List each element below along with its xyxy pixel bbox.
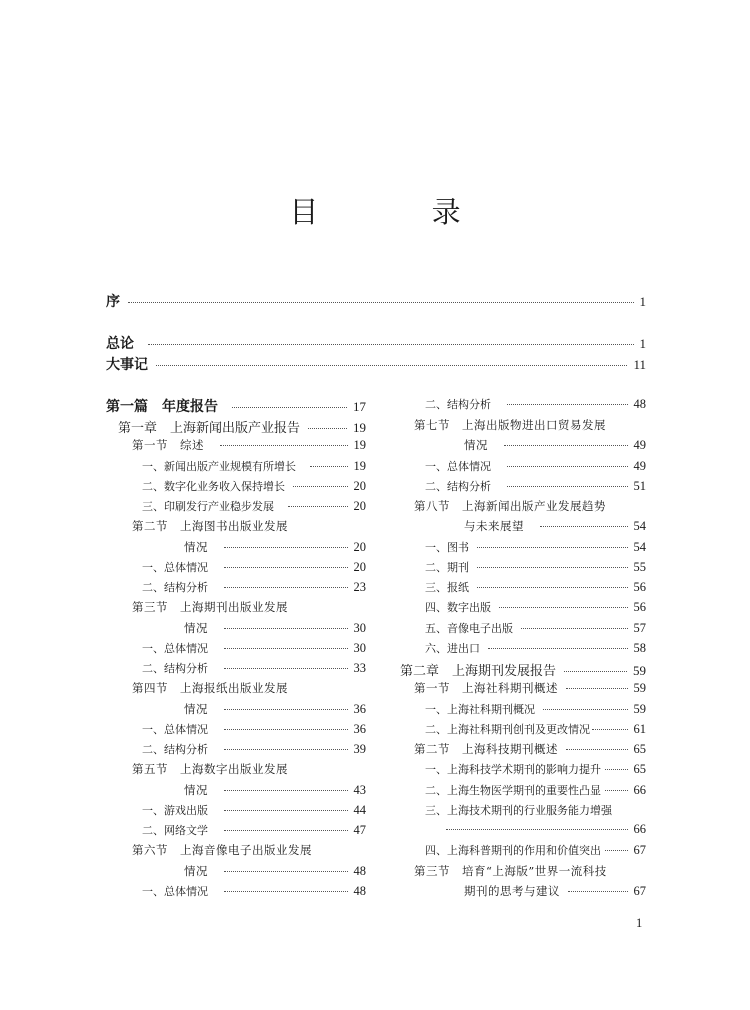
toc-page-number: 66 — [633, 783, 646, 797]
toc-page-number: 67 — [633, 843, 646, 857]
leader-dots — [605, 850, 628, 851]
toc-entry-label: 期刊的思考与建议 — [464, 884, 560, 898]
toc-entry-label: 一、上海科技学术期刊的影响力提升 — [425, 763, 601, 776]
toc-section[interactable] — [184, 782, 366, 798]
toc-entry-label: 一、图书 — [425, 541, 469, 554]
toc-entry-label: 第一节 上海社科期刊概述 — [414, 681, 558, 695]
toc-entry-label: 一、新闻出版产业规模有所增长 — [142, 460, 296, 473]
toc-page-number: 48 — [353, 884, 366, 898]
toc-entry-label: 一、总体情况 — [142, 723, 208, 736]
leader-dots — [566, 688, 628, 689]
toc-item[interactable] — [425, 620, 646, 636]
leader-dots — [224, 810, 348, 811]
leader-dots — [568, 891, 628, 892]
toc-section-title[interactable]: 第三节 上海期刊出版业发展 — [132, 600, 288, 614]
leader-dots — [477, 547, 628, 548]
leader-dots — [148, 344, 634, 345]
toc-page-number: 49 — [633, 438, 646, 452]
toc-chapter-2[interactable] — [400, 660, 646, 679]
toc-section[interactable] — [464, 883, 646, 899]
toc-entry-label: 四、数字出版 — [425, 601, 491, 614]
leader-dots — [224, 891, 348, 892]
toc-item[interactable] — [142, 478, 366, 494]
toc-entry-overview[interactable] — [106, 333, 646, 353]
toc-entry-label: 第二章 上海期刊发展报告 — [400, 664, 557, 679]
toc-page-number: 47 — [353, 823, 366, 837]
toc-item[interactable] — [425, 478, 646, 494]
leader-dots — [605, 769, 628, 770]
toc-page-number: 11 — [633, 357, 646, 372]
toc-entry-label: 五、音像电子出版 — [425, 622, 513, 635]
toc-page-number: 54 — [633, 519, 646, 533]
toc-section[interactable] — [184, 863, 366, 879]
toc-entry-label: 四、上海科普期刊的作用和价值突出 — [425, 844, 601, 857]
toc-entry-label: 一、上海社科期刊概况 — [425, 703, 535, 716]
leader-dots — [543, 709, 628, 710]
leader-dots — [224, 648, 348, 649]
toc-entry-label: 二、上海生物医学期刊的重要性凸显 — [425, 784, 601, 797]
toc-page-number: 58 — [633, 641, 646, 655]
toc-item-title[interactable]: 三、上海技术期刊的行业服务能力增强 — [425, 804, 612, 817]
leader-dots — [288, 506, 348, 507]
page-title: 目 录 — [289, 195, 513, 229]
toc-item[interactable] — [425, 539, 646, 555]
toc-item[interactable] — [142, 579, 366, 595]
toc-entry-preface[interactable] — [106, 291, 646, 311]
leader-dots — [564, 671, 627, 672]
toc-entry-label: 总论 — [106, 336, 134, 352]
toc-entry-label: 二、数字化业务收入保持增长 — [142, 480, 285, 493]
toc-item[interactable] — [425, 559, 646, 575]
toc-item[interactable] — [425, 579, 646, 595]
toc-section-title[interactable]: 第七节 上海出版物进出口贸易发展 — [414, 418, 606, 432]
leader-dots — [310, 466, 348, 467]
toc-page-number: 36 — [353, 722, 366, 736]
toc-entry-label: 情况 — [184, 702, 208, 716]
leader-dots — [224, 830, 348, 831]
leader-dots — [499, 607, 628, 608]
leader-dots — [477, 567, 628, 568]
toc-page-number: 17 — [353, 399, 366, 414]
toc-item[interactable] — [142, 802, 366, 818]
toc-page-number: 49 — [633, 459, 646, 473]
leader-dots — [224, 709, 348, 710]
toc-entry-label: 二、期刊 — [425, 561, 469, 574]
leader-dots — [224, 547, 348, 548]
leader-dots — [224, 628, 348, 629]
toc-entry-label: 三、报纸 — [425, 581, 469, 594]
toc-entry-label: 与未来展望 — [464, 519, 524, 533]
toc-item[interactable] — [425, 761, 646, 777]
toc-item[interactable] — [425, 721, 646, 737]
toc-entry-label: 一、总体情况 — [142, 642, 208, 655]
toc-page-number: 23 — [353, 580, 366, 594]
toc-entry-label: 序 — [106, 294, 120, 310]
leader-dots — [232, 407, 347, 408]
toc-page-number: 59 — [633, 663, 646, 678]
toc-page-number: 39 — [353, 742, 366, 756]
toc-entry-label: 一、总体情况 — [142, 885, 208, 898]
toc-page-number: 44 — [353, 803, 366, 817]
toc-page-number: 33 — [353, 661, 366, 675]
leader-dots — [308, 428, 347, 429]
toc-section-title[interactable]: 第四节 上海报纸出版业发展 — [132, 681, 288, 695]
toc-item[interactable] — [142, 883, 366, 899]
toc-page-number: 30 — [353, 641, 366, 655]
leader-dots — [477, 587, 628, 588]
toc-page-number: 48 — [633, 397, 646, 411]
toc-page-number: 19 — [353, 459, 366, 473]
toc-page-number: 20 — [353, 540, 366, 554]
toc-entry-label: 情况 — [184, 540, 208, 554]
leader-dots — [507, 486, 628, 487]
toc-entry-label: 第二节 上海科技期刊概述 — [414, 742, 558, 756]
leader-dots — [224, 749, 348, 750]
toc-page-number: 1 — [639, 336, 646, 351]
toc-entry-chronicle[interactable] — [106, 354, 646, 374]
toc-page-number: 20 — [353, 499, 366, 513]
leader-dots — [224, 668, 348, 669]
toc-section[interactable] — [132, 437, 366, 453]
toc-page-number: 59 — [633, 681, 646, 695]
toc-item[interactable] — [425, 701, 646, 717]
toc-item[interactable] — [142, 721, 366, 737]
toc-entry-label: 二、结构分析 — [425, 480, 491, 493]
toc-page-number: 56 — [633, 580, 646, 594]
toc-entry-label: 大事记 — [106, 357, 148, 373]
toc-entry-label: 二、结构分析 — [142, 662, 208, 675]
toc-entry-label: 二、上海社科期刊创刊及更改情况 — [425, 723, 590, 736]
toc-section-title[interactable]: 第三节 培育“上海版”世界一流科技 — [414, 864, 607, 878]
leader-dots — [224, 587, 348, 588]
toc-entry-label: 二、网络文学 — [142, 824, 208, 837]
toc-section[interactable] — [184, 620, 366, 636]
toc-page-number: 65 — [633, 762, 646, 776]
leader-dots — [504, 445, 628, 446]
toc-entry-label: 二、结构分析 — [142, 581, 208, 594]
toc-item[interactable] — [446, 822, 646, 837]
toc-page-number: 57 — [633, 621, 646, 635]
toc-page-number: 51 — [633, 479, 646, 493]
toc-page-number: 19 — [353, 420, 366, 435]
toc-section[interactable] — [414, 741, 646, 757]
leader-dots — [566, 749, 628, 750]
toc-item[interactable] — [142, 640, 366, 656]
toc-chapter-1[interactable] — [118, 417, 366, 436]
leader-dots — [156, 365, 627, 366]
toc-section-title[interactable]: 第五节 上海数字出版业发展 — [132, 762, 288, 776]
toc-section-title[interactable]: 第六节 上海音像电子出版业发展 — [132, 843, 312, 857]
toc-page-number: 19 — [353, 438, 366, 452]
toc-page-number: 59 — [633, 702, 646, 716]
toc-entry-label: 第一章 上海新闻出版产业报告 — [118, 421, 301, 436]
page-number: 1 — [636, 916, 643, 930]
toc-item[interactable] — [425, 599, 646, 615]
toc-item[interactable] — [142, 498, 366, 514]
toc-page-number: 61 — [633, 722, 646, 736]
toc-entry-label: 情况 — [184, 783, 208, 797]
toc-item[interactable] — [425, 842, 646, 858]
toc-section[interactable] — [184, 701, 366, 717]
toc-page-number: 36 — [353, 702, 366, 716]
toc-entry-label: 六、进出口 — [425, 642, 480, 655]
toc-section[interactable] — [464, 437, 646, 453]
toc-item[interactable] — [425, 458, 646, 474]
toc-entry-label: 一、游戏出版 — [142, 804, 208, 817]
toc-entry-label: 二、结构分析 — [425, 398, 491, 411]
toc-item[interactable] — [425, 396, 646, 412]
toc-item[interactable] — [142, 822, 366, 838]
toc-page-number: 66 — [633, 822, 646, 836]
toc-page-number: 20 — [353, 560, 366, 574]
toc-page-number: 48 — [353, 864, 366, 878]
leader-dots — [224, 871, 348, 872]
toc-section[interactable] — [184, 539, 366, 555]
toc-part-1[interactable] — [106, 396, 366, 416]
toc-entry-label: 情况 — [184, 864, 208, 878]
toc-entry-label: 第一篇 年度报告 — [106, 399, 218, 415]
toc-entry-label: 一、总体情况 — [142, 561, 208, 574]
toc-entry-label: 一、总体情况 — [425, 460, 491, 473]
toc-page-number: 20 — [353, 479, 366, 493]
toc-entry-label: 三、印刷发行产业稳步发展 — [142, 500, 274, 513]
leader-dots — [521, 628, 628, 629]
toc-entry-label: 情况 — [464, 438, 488, 452]
toc-item[interactable] — [142, 660, 366, 676]
toc-item[interactable] — [425, 640, 646, 656]
toc-page-number: 54 — [633, 540, 646, 554]
toc-page-number: 55 — [633, 560, 646, 574]
leader-dots — [128, 302, 634, 303]
leader-dots — [224, 729, 348, 730]
toc-page-number: 30 — [353, 621, 366, 635]
toc-page-number: 43 — [353, 783, 366, 797]
toc-page-number: 67 — [633, 884, 646, 898]
leader-dots — [488, 648, 628, 649]
toc-section-title[interactable]: 第八节 上海新闻出版产业发展趋势 — [414, 499, 606, 513]
toc-page-number: 56 — [633, 600, 646, 614]
leader-dots — [224, 790, 348, 791]
toc-entry-label: 情况 — [184, 621, 208, 635]
toc-section-title[interactable]: 第二节 上海图书出版业发展 — [132, 519, 288, 533]
leader-dots — [224, 567, 348, 568]
toc-entry-label: 二、结构分析 — [142, 743, 208, 756]
toc-page-number: 1 — [639, 294, 646, 309]
leader-dots — [507, 404, 628, 405]
leader-dots — [507, 466, 628, 467]
leader-dots — [540, 526, 628, 527]
toc-entry-label: 第一节 综述 — [132, 438, 204, 452]
toc-item[interactable] — [425, 782, 646, 798]
leader-dots — [605, 790, 628, 791]
toc-section[interactable] — [414, 680, 646, 696]
leader-dots — [592, 729, 628, 730]
leader-dots — [446, 829, 628, 830]
toc-item[interactable] — [142, 458, 366, 474]
leader-dots — [293, 486, 348, 487]
toc-page-number: 65 — [633, 742, 646, 756]
toc-item[interactable] — [142, 741, 366, 757]
leader-dots — [220, 445, 348, 446]
toc-item[interactable] — [142, 559, 366, 575]
toc-section[interactable] — [464, 518, 646, 534]
